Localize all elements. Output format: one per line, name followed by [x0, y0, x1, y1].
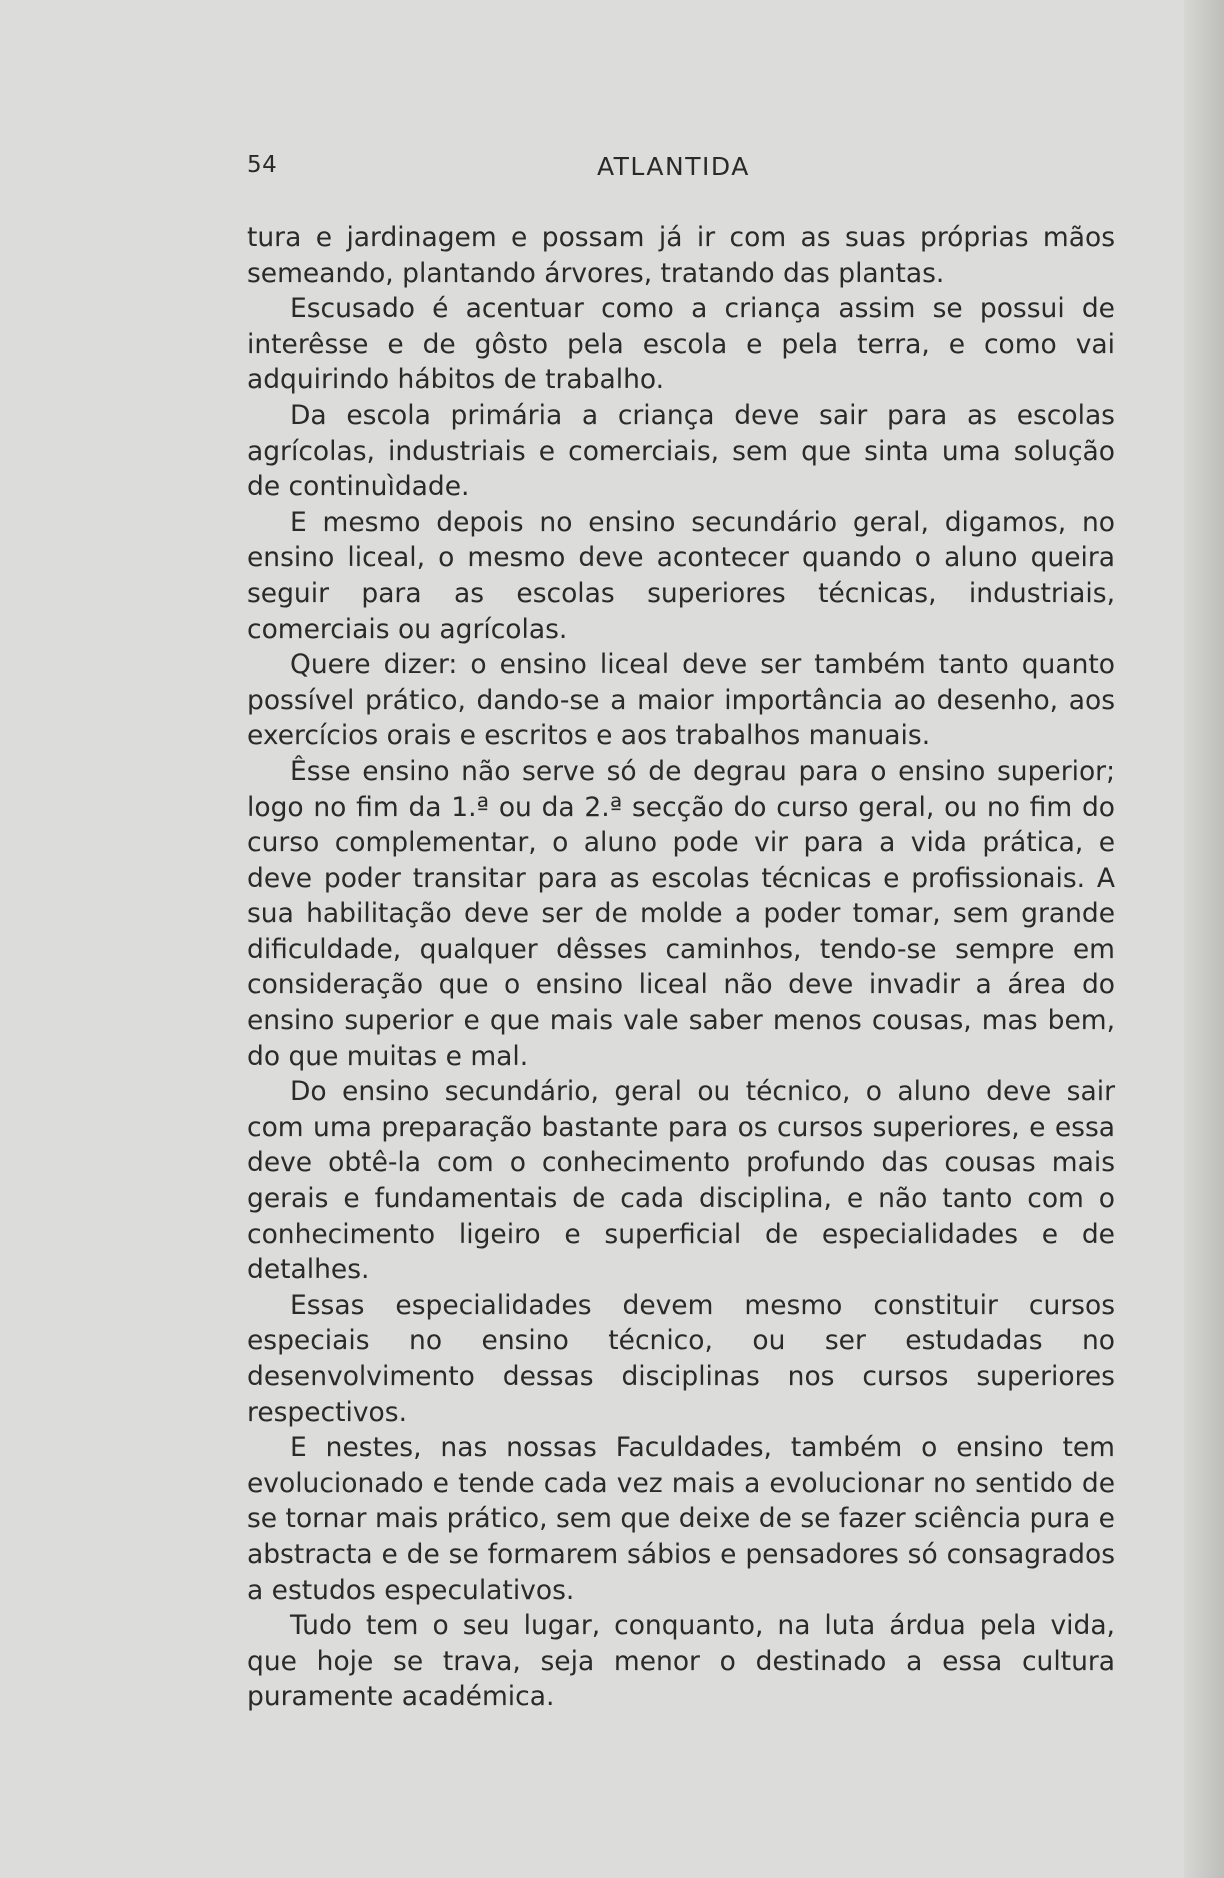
running-title: ATLANTIDA: [597, 152, 750, 181]
page-number: 54: [247, 152, 278, 178]
paragraph: E nestes, nas nossas Faculdades, também o ensino tem evolucionado e tende cada vez mais a evolucionar no sentido de se tornar mais prático, sem que deixe de se fazer sciência pura e abstracta e de se formarem sábios e pensadores só consagrados a estudos especulativos.: [247, 1432, 1115, 1606]
paragraph: Tudo tem o seu lugar, conquanto, na luta árdua pela vida, que hoje se trava, seja menor o destinado a essa cultura puramente académica.: [247, 1610, 1115, 1713]
paragraph: Êsse ensino não serve só de degrau para o ensino superior; logo no fim da 1.ª ou da 2.ª secção do curso geral, ou no fim do curso complementar, o aluno pode vir para a vida prática, e deve poder transitar para as escolas técnicas e profissionais. A sua habilitação deve ser de molde a poder tomar, sem grande dificuldade, qualquer dêsses caminhos, tendo-se sempre em consideração que o ensino liceal não deve invadir a área do ensino superior e que mais vale saber menos cousas, mas bem, do que muitas e mal.: [247, 755, 1115, 1072]
running-head: [247, 152, 1117, 192]
paragraph-continuation: tura e jardinagem e possam já ir com as suas próprias mãos semeando, plantando árvores, tratando das plantas.: [247, 222, 1115, 289]
paragraph: Escusado é acentuar como a criança assim se possui de interêsse e de gôsto pela escola e pela terra, e como vai adquirindo hábitos de trabalho.: [247, 293, 1115, 396]
body-text: [247, 220, 1115, 1715]
paragraph: Da escola primária a criança deve sair para as escolas agrícolas, industriais e comerciais, sem que sinta uma solução de continuìdade.: [247, 399, 1115, 503]
paragraph: Essas especialidades devem mesmo constituir cursos especiais no ensino técnico, ou ser estudadas no desenvolvimento dessas disciplinas nos cursos superiores respectivos.: [247, 1289, 1115, 1428]
paragraph: Quere dizer: o ensino liceal deve ser também tanto quanto possível prático, dando-se a maior importância ao desenho, aos exercícios orais e escritos e aos trabalhos manuais.: [247, 649, 1115, 752]
paragraph: Do ensino secundário, geral ou técnico, o aluno deve sair com uma preparação bastante para os cursos superiores, e essa deve obtê-la com o conhecimento profundo das cousas mais gerais e fundamentais de cada disciplina, e não tanto com o conhecimento ligeiro e superficial de especialidades e de detalhes.: [247, 1076, 1115, 1286]
paragraph: E mesmo depois no ensino secundário geral, digamos, no ensino liceal, o mesmo deve acontecer quando o aluno queira seguir para as escolas superiores técnicas, industriais, comerciais ou agrícolas.: [247, 506, 1115, 645]
scan-edge-shadow: [1184, 0, 1224, 1878]
